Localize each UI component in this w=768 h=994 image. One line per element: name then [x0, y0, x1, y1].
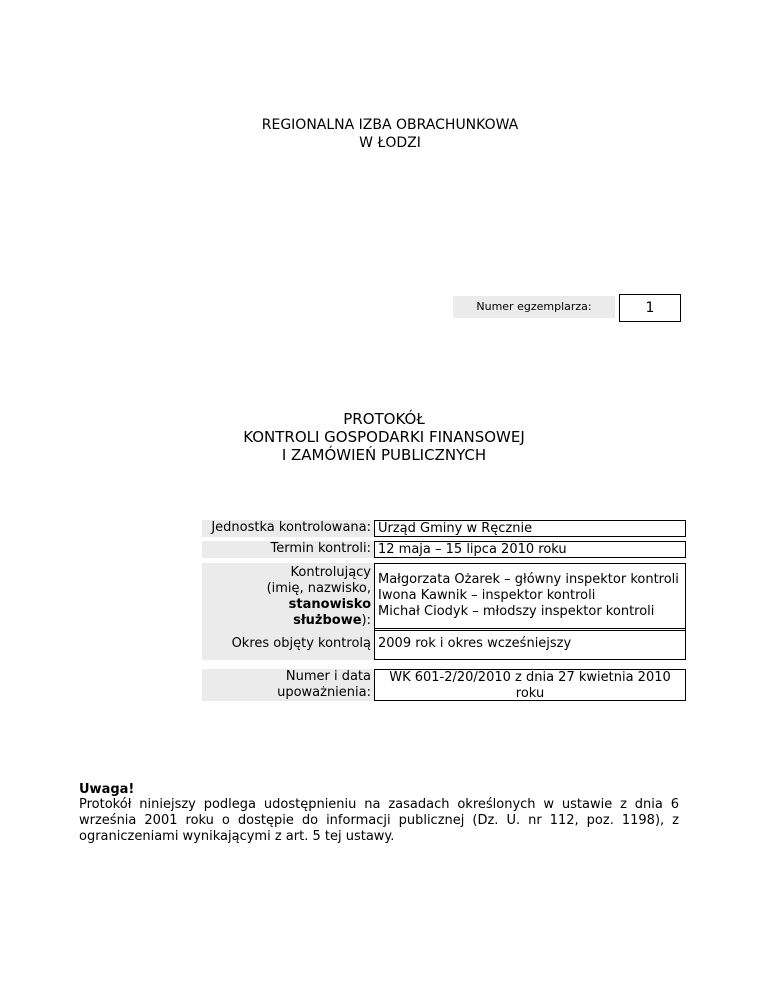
inspectors-label-line-3: stanowisko — [288, 597, 371, 612]
inspectors-label-line-1: Kontrolujący — [290, 565, 371, 580]
inspector-3: Michał Ciodyk – młodszy inspektor kontroli — [378, 604, 655, 619]
inspectors-label-line-4 — [202, 613, 371, 629]
institution-name: REGIONALNA IZBA OBRACHUNKOWA — [261, 117, 519, 133]
term-value: 12 maja – 15 lipca 2010 roku — [374, 541, 686, 558]
copy-number-label: Numer egzemplarza: — [453, 296, 615, 318]
inspectors-label-line-4-end: ): — [361, 613, 371, 628]
authorization-value-line-1: WK 601-2/20/2010 z dnia 27 kwietnia 2010 — [389, 670, 671, 685]
term-label: Termin kontroli: — [202, 541, 374, 558]
title-line-2: KONTROLI GOSPODARKI FINANSOWEJ — [243, 428, 525, 446]
institution-city: W ŁODZI — [359, 135, 421, 151]
inspectors-label — [202, 563, 374, 631]
note-title: Uwaga! — [79, 782, 135, 797]
inspector-2: Iwona Kawnik – inspektor kontroli — [378, 588, 596, 603]
inspectors-list — [374, 563, 686, 631]
title-line-1: PROTOKÓŁ — [343, 410, 425, 428]
unit-value: Urząd Gminy w Ręcznie — [374, 520, 686, 537]
inspectors-label-line-4-bold: służbowe — [293, 613, 362, 628]
unit-label: Jednostka kontrolowana: — [202, 520, 374, 537]
period-value: 2009 rok i okres wcześniejszy — [374, 628, 686, 660]
authorization-label-line-2: upoważnienia: — [277, 685, 371, 700]
period-label: Okres objęty kontrolą — [202, 628, 374, 660]
authorization-label — [202, 669, 374, 701]
inspector-1: Małgorzata Ożarek – główny inspektor kontroli — [378, 572, 679, 587]
copy-number-value: 1 — [619, 294, 681, 322]
authorization-label-line-1: Numer i data — [285, 669, 371, 684]
title-line-3: I ZAMÓWIEŃ PUBLICZNYCH — [281, 446, 487, 464]
note-body: Protokół niniejszy podlega udostępnieniu na zasadach określonych w ustawie z dnia 6 września 2001 roku o dostępie do informacji publicznej (Dz. U. nr 112, poz. 1198), z ograniczeniami wynikającymi z art. 5 tej ustawy. — [79, 797, 679, 844]
authorization-value — [374, 669, 686, 701]
document-title — [0, 410, 768, 464]
authorization-value-line-2: roku — [515, 686, 545, 701]
inspectors-label-line-2: (imię, nazwisko, — [266, 581, 371, 596]
institution-header — [0, 116, 768, 152]
